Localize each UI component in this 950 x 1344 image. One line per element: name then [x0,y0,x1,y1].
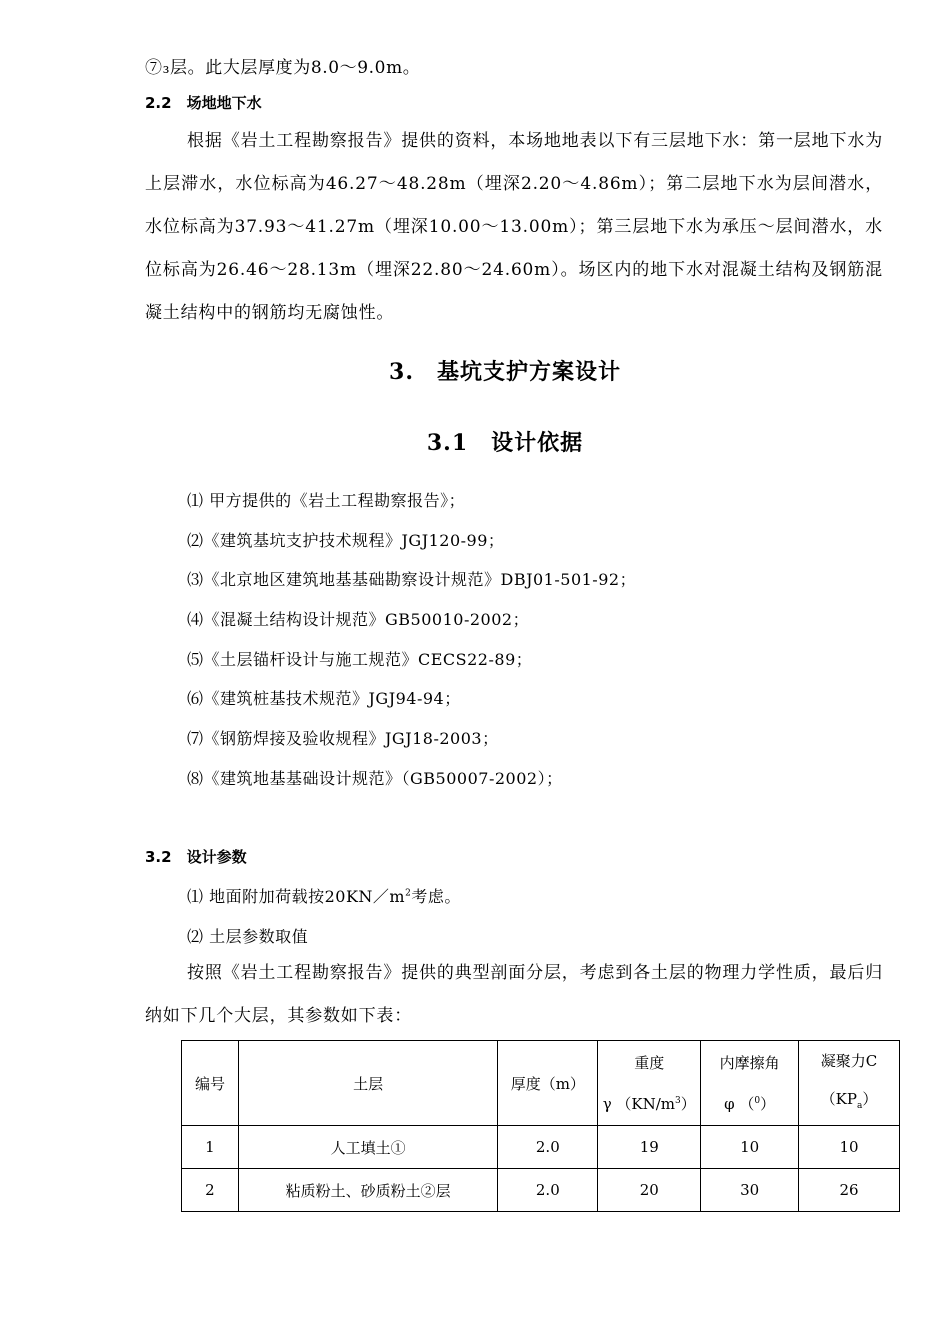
cell-soil-layer: 粘质粉土、砂质粉土②层 [238,1169,497,1212]
parameters-paragraph-text: 按照《岩土工程勘察报告》提供的典型剖面分层，考虑到各土层的物理力学性质，最后归纳如下几个大层，其参数如下表： [145,963,883,1026]
chapter-heading-excavation-support: 3. 基坑支护方案设计 [389,359,621,385]
cohesion-unit: $(KP_a)$ [820,1089,878,1111]
unit-weight-unit: γ $(KN/m^3)$ [602,1094,696,1113]
basis-item-4: ⑷《混凝土结构设计规范》GB50010-2002； [187,610,530,629]
parameters-paragraph [145,952,883,1038]
cell-friction-angle: 30 [701,1169,799,1212]
header-soil-layer: 土层 [238,1041,497,1126]
cohesion-label: 凝聚力C [820,1051,878,1070]
section-heading-design-parameters: 3.2 设计参数 [145,848,247,866]
section-heading-groundwater: 2.2 场地地下水 [145,94,262,112]
header-friction-angle [701,1041,799,1126]
groundwater-paragraph [145,120,883,335]
load-text: ⑴ 地面附加荷载按20KN／m [187,887,406,906]
cell-number: 2 [182,1169,239,1212]
cell-soil-layer: 人工填土① [238,1126,497,1169]
header-cohesion [799,1041,900,1126]
cell-unit-weight: 19 [598,1126,701,1169]
load-unit-exponent: 2 [405,888,412,899]
header-number: 编号 [182,1041,239,1126]
basis-item-7: ⑺《钢筋焊接及验收规程》JGJ18-2003； [187,729,499,748]
cell-thickness: 2.0 [498,1169,598,1212]
basis-item-8: ⑻《建筑地基基础设计规范》（GB50007-2002）； [187,769,563,788]
continued-text-line: ⑦₃层。此大层厚度为8.0～9.0m。 [145,58,421,78]
parameter-item-soil: ⑵ 土层参数取值 [187,927,309,946]
groundwater-paragraph-text: 根据《岩土工程勘察报告》提供的资料，本场地地表以下有三层地下水：第一层地下水为上层滞水，水位标高为46.27～48.28m（埋深2.20～4.86m）；第二层地下水为层间潜水，水位标高为37.93～41.27m（埋深10.00～13.00m）；第三层地下水为承压～层间潜水，水位标高为26.46～28.13m（埋深22.80～24.60m）。场区内的地下水对混凝土结构及钢筋混凝土结构中的钢筋均无腐蚀性。 [145,131,883,323]
basis-item-1: ⑴ 甲方提供的《岩土工程勘察报告》； [187,491,466,510]
soil-parameters-table [181,1040,900,1212]
table-row [182,1126,900,1169]
cell-cohesion: 26 [799,1169,900,1212]
table-header-row [182,1041,900,1126]
basis-item-5: ⑸《土层锚杆设计与施工规范》CECS22-89； [187,650,533,669]
header-unit-weight [598,1041,701,1126]
friction-angle-unit: φ （$^0$） [724,1094,776,1113]
basis-item-2: ⑵《建筑基坑支护技术规程》JGJ120-99； [187,531,505,550]
cell-cohesion: 10 [799,1126,900,1169]
basis-item-6: ⑹《建筑桩基技术规范》JGJ94-94； [187,689,461,708]
section-heading-design-basis: 3.1 设计依据 [426,430,584,456]
cell-unit-weight: 20 [598,1169,701,1212]
cell-number: 1 [182,1126,239,1169]
basis-item-3: ⑶《北京地区建筑地基基础勘察设计规范》DBJ01-501-92； [187,570,637,589]
header-thickness: 厚度（m） [498,1041,598,1126]
load-text-suffix: 考虑。 [411,887,461,906]
cell-thickness: 2.0 [498,1126,598,1169]
unit-weight-label: 重度 [634,1053,665,1072]
parameter-item-load [187,884,461,907]
friction-angle-label: 内摩擦角 [719,1053,780,1072]
table-row [182,1169,900,1212]
cell-friction-angle: 10 [701,1126,799,1169]
